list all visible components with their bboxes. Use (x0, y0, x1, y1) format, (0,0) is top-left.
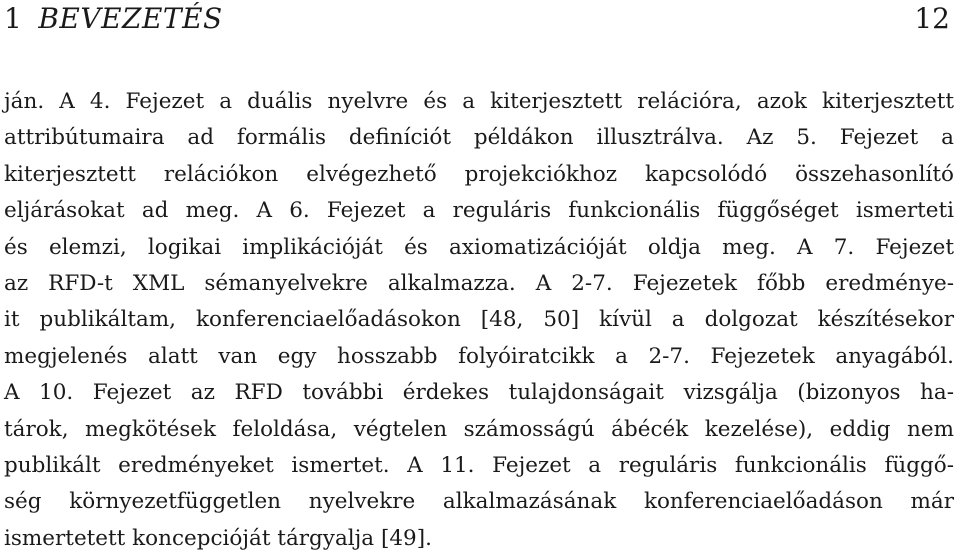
text-line: A 10. Fejezet az RFD további érdekes tulajdonságait vizsgálja (bizonyos ha- (4, 380, 954, 406)
text-line: attribútumaira ad formális definíciót példákon illusztrálva. Az 5. Fejezet a (4, 125, 954, 151)
text-line: ismertetett koncepcióját tárgyalja [49]. (4, 525, 432, 551)
text-line: it publikáltam, konferenciaelőadásokon [48, 50] kívül a dolgozat készítésekor (4, 307, 954, 333)
chapter-title: BEVEZETÉS (38, 2, 223, 35)
text-line: megjelenés alatt van egy hosszabb folyóiratcikk a 2-7. Fejezetek anyagából. (4, 343, 954, 369)
chapter-heading (4, 2, 223, 35)
chapter-number: 1 (4, 2, 23, 35)
running-header (4, 2, 950, 42)
body-paragraph (4, 84, 954, 557)
text-line: az RFD-t XML sémanyelvekre alkalmazza. A 2-7. Fejezetek főbb eredménye- (4, 270, 954, 296)
text-line: kiterjesztett relációkon elvégezhető projekciókhoz kapcsolódó összehasonlító (4, 161, 954, 187)
text-line: tárok, megkötések feloldása, végtelen számosságú ábécék kezelése), eddig nem (4, 416, 954, 442)
text-line: eljárásokat ad meg. A 6. Fejezet a reguláris funkcionális függőséget ismerteti (4, 198, 954, 224)
page-number: 12 (914, 2, 950, 35)
text-line: publikált eredményeket ismertet. A 11. Fejezet a reguláris funkcionális függő- (4, 452, 954, 478)
text-line: ség környezetfüggetlen nyelvekre alkalmazásának konferenciaelőadáson már (4, 489, 954, 515)
text-line: ján. A 4. Fejezet a duális nyelvre és a kiterjesztett relációra, azok kiterjesztett (4, 89, 954, 114)
text-line: és elemzi, logikai implikációját és axiomatizációját oldja meg. A 7. Fejezet (4, 234, 954, 260)
